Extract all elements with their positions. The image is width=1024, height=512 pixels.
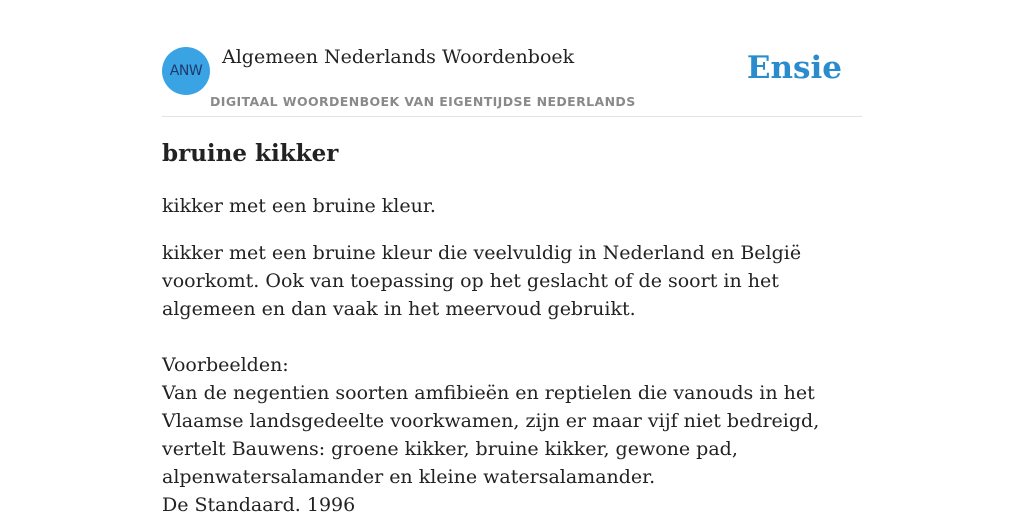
example-text: Van de negentien soorten amfibieën en reptielen die vanouds in het Vlaamse landsgedeelte voorkwamen, zijn er maar vijf niet bedreigd, vertelt Bauwens: groene kikker, bruine kikker, gewone pad, alpenwatersalamander en kleine watersalamander. [162, 382, 820, 488]
example-source: De Standaard. 1996 [162, 494, 356, 512]
ensie-logo[interactable]: Ensie [746, 50, 842, 86]
site-title[interactable]: Algemeen Nederlands Woordenboek [222, 46, 575, 68]
entry-headword: bruine kikker [162, 140, 339, 167]
examples-label: Voorbeelden: [162, 354, 289, 376]
entry-content [162, 138, 862, 512]
anw-logo[interactable] [162, 47, 210, 95]
logo-text: ANW [169, 63, 203, 79]
examples-section [162, 351, 862, 512]
site-subtitle: DIGITAAL WOORDENBOEK VAN EIGENTIJDSE NEDERLANDS [210, 94, 636, 109]
site-header [162, 0, 862, 117]
long-definition: kikker met een bruine kleur die veelvuldig in Nederland en België voorkomt. Ook van toepassing op het geslacht of de soort in het algemeen en dan vaak in het meervoud gebruikt. [162, 242, 802, 320]
short-definition: kikker met een bruine kleur. [162, 195, 436, 217]
